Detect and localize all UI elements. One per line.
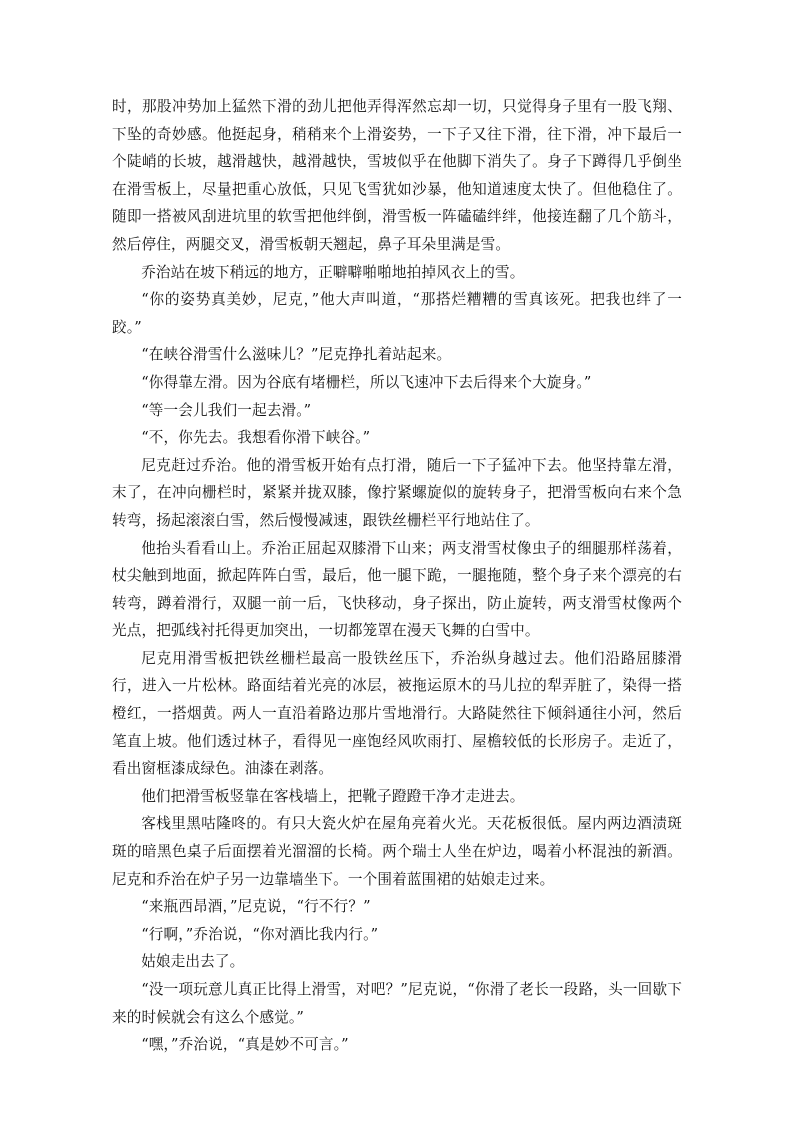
paragraph: 他抬头看看山上。乔治正屈起双膝滑下山来；两支滑雪杖像虫子的细腿那样荡着，杖尖触到地面，掀起阵阵白雪，最后，他一腿下跪，一腿拖随，整个身子来个漂亮的右转弯，蹲着滑行，双腿一前一后，飞快移动，身子探出，防止旋转，两支滑雪杖像两个光点，把弧线衬托得更加突出，一切都笼罩在漫天飞舞的白雪中。 bbox=[112, 539, 682, 640]
paragraph: 时，那股冲势加上猛然下滑的劲儿把他弄得浑然忘却一切，只觉得身子里有一股飞翔、下坠的奇妙感。他挺起身，稍稍来个上滑姿势，一下子又往下滑，往下滑，冲下最后一个陡峭的长坡，越滑越快，越滑越快，雪坡似乎在他脚下消失了。身子下蹲得几乎倒坐在滑雪板上，尽量把重心放低，只见飞雪犹如沙暴，他知道速度太快了。但他稳住了。随即一搭被风刮进坑里的软雪把他绊倒，滑雪板一阵磕磕绊绊，他接连翻了几个筋斗，然后停住，两腿交叉，滑雪板朝天翘起，鼻子耳朵里满是雪。 bbox=[112, 98, 682, 253]
paragraph: “不，你先去。我想看你滑下峡谷。” bbox=[141, 429, 371, 447]
paragraph: 姑娘走出去了。 bbox=[141, 953, 245, 971]
paragraph: “没一项玩意儿真正比得上滑雪，对吧？”尼克说，“你滑了老长一段路，头一回歇下来的时候就会有这么个感觉。” bbox=[112, 981, 682, 1026]
paragraph: 乔治站在坡下稍远的地方，正噼噼啪啪地拍掉风衣上的雪。 bbox=[141, 263, 525, 281]
paragraph: “行啊，”乔治说，“你对酒比我内行。” bbox=[141, 925, 379, 943]
paragraph: “你得靠左滑。因为谷底有堵栅栏，所以飞速冲下去后得来个大旋身。” bbox=[141, 373, 592, 391]
paragraph: “在峡谷滑雪什么滋味儿？”尼克挣扎着站起来。 bbox=[141, 346, 452, 364]
paragraph: 客栈里黑咕隆咚的。有只大瓷火炉在屋角亮着火光。天花板很低。屋内两边酒渍斑斑的暗黑色桌子后面摆着光溜溜的长椅。两个瑞士人坐在炉边，喝着小杯混浊的新酒。尼克和乔治在炉子另一边靠墙坐下。一个围着蓝围裙的姑娘走过来。 bbox=[112, 815, 682, 888]
paragraph: 尼克用滑雪板把铁丝栅栏最高一股铁丝压下，乔治纵身越过去。他们沿路屈膝滑行，进入一片松林。路面结着光亮的冰层，被拖运原木的马儿拉的犁弄脏了，染得一搭橙红，一搭烟黄。两人一直沿着路边那片雪地滑行。大路陡然往下倾斜通往小河，然后笔直上坡。他们透过林子，看得见一座饱经风吹雨打、屋檐较低的长形房子。走近了，看出窗框漆成绿色。油漆在剥落。 bbox=[112, 649, 682, 778]
document-body bbox=[112, 93, 682, 1059]
paragraph: “嘿，”乔治说，“真是妙不可言。” bbox=[141, 1036, 349, 1054]
paragraph: 尼克赶过乔治。他的滑雪板开始有点打滑，随后一下子猛冲下去。他坚持靠左滑，末了，在冲向栅栏时，紧紧并拢双膝，像拧紧螺旋似的旋转身子，把滑雪板向右来个急转弯，扬起滚滚白雪，然后慢慢减速，跟铁丝栅栏平行地站住了。 bbox=[112, 456, 682, 529]
paragraph: “你的姿势真美妙，尼克，”他大声叫道，“那搭烂糟糟的雪真该死。把我也绊了一跤。” bbox=[112, 291, 682, 336]
paragraph: “来瓶西昂酒，”尼克说，“行不行？” bbox=[141, 898, 371, 916]
paragraph: 他们把滑雪板竖靠在客栈墙上，把靴子蹬蹬干净才走进去。 bbox=[141, 787, 525, 805]
paragraph: “等一会儿我们一起去滑。” bbox=[141, 401, 312, 419]
